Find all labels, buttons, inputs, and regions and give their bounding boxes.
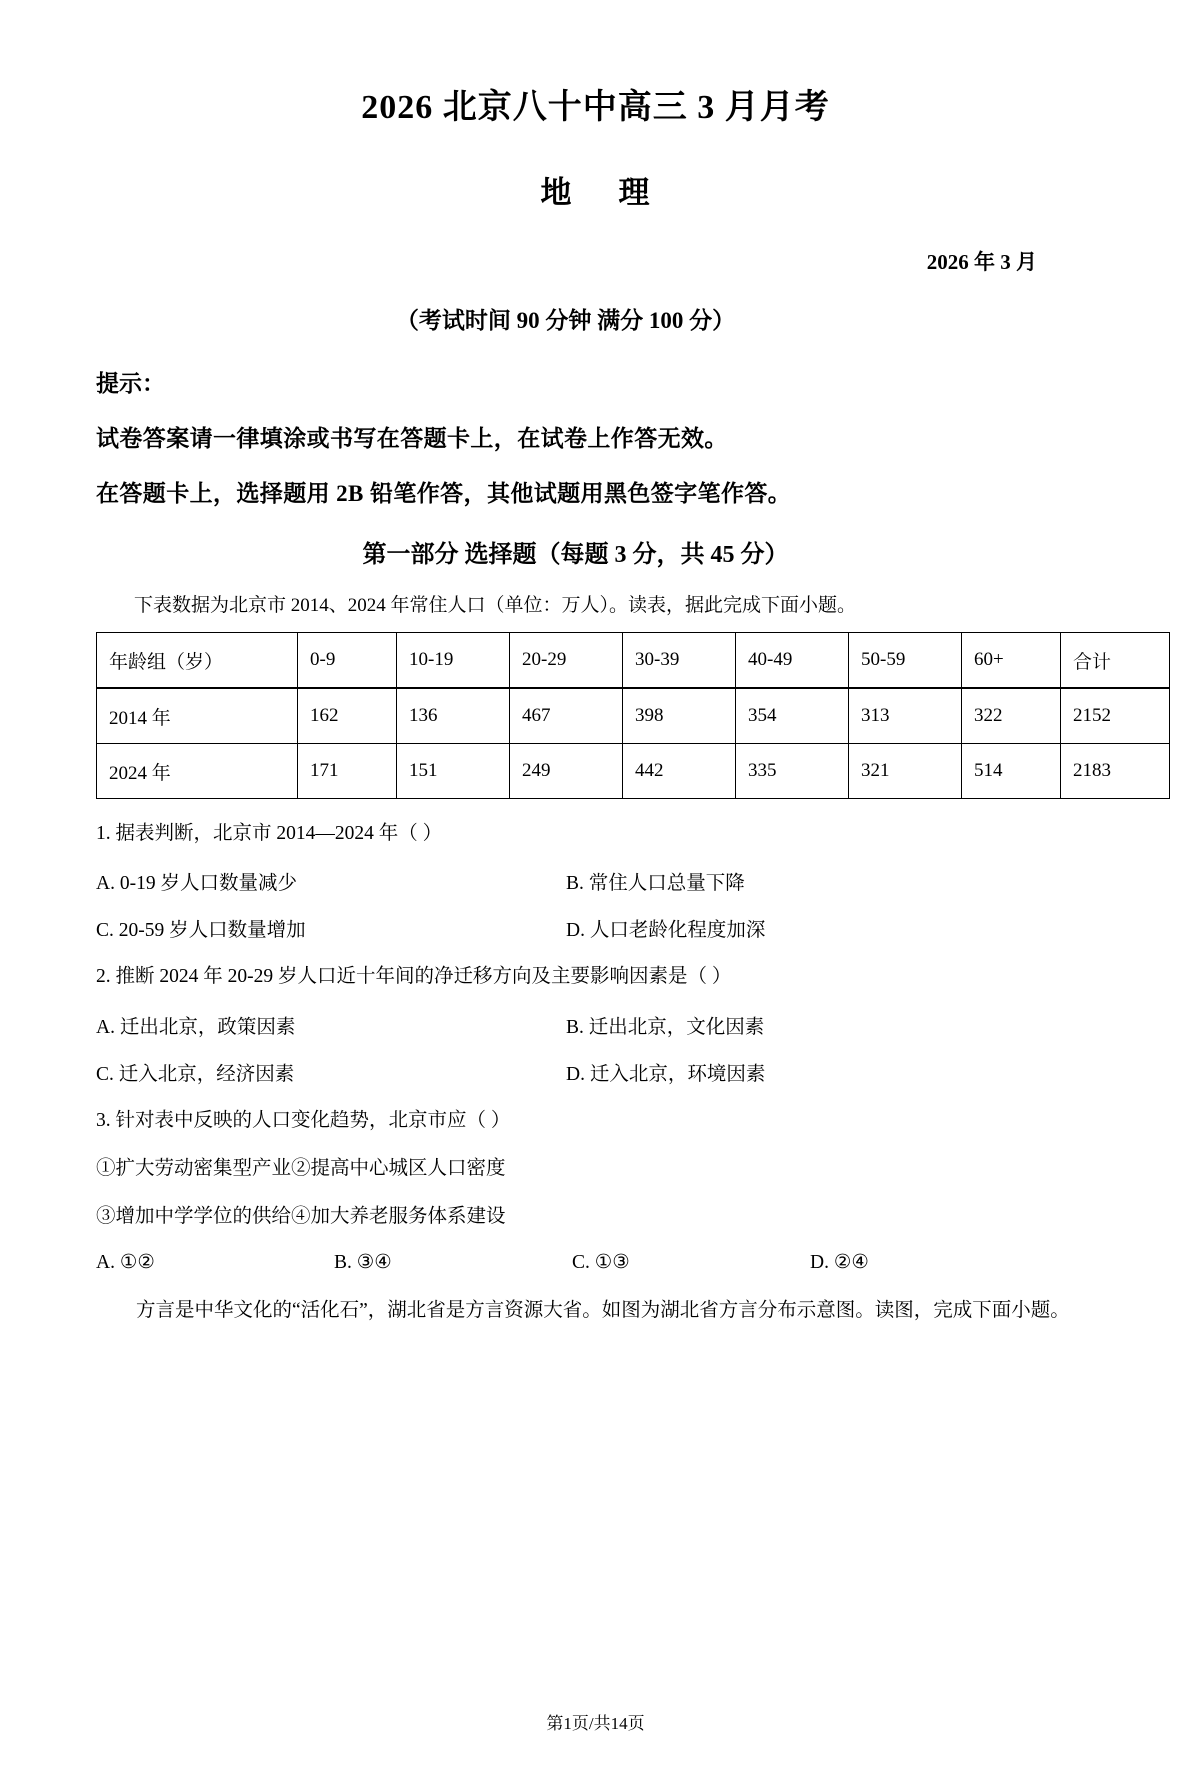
question-1-option-b[interactable]: B. 常住人口总量下降 (566, 873, 745, 895)
hint-line-1: 试卷答案请一律填涂或书写在答题卡上，在试卷上作答无效。 (96, 425, 728, 451)
question-3-options-row (96, 1250, 1095, 1274)
subject-heading (96, 167, 1095, 212)
question-3-option-d[interactable]: D. ②④ (810, 1252, 869, 1274)
question-1-options-row-1 (96, 867, 1095, 895)
subject-char-right: 理 (618, 174, 651, 210)
passage-1-intro: 下表数据为北京市 2014、2024 年常住人口（单位：万人）。读表，据此完成下面小题。 (134, 594, 857, 616)
table-cell: 354 (736, 688, 849, 744)
question-1-option-a[interactable]: A. 0-19 岁人口数量减少 (96, 873, 297, 895)
question-3-sub-line-1: ①扩大劳动密集型产业②提高中心城区人口密度 (96, 1157, 506, 1179)
question-2-option-a[interactable]: A. 迁出北京，政策因素 (96, 1016, 296, 1038)
question-2-stem: 2. 推断 2024 年 20-29 岁人口近十年间的净迁移方向及主要影响因素是（ ） (96, 966, 732, 988)
table-header-cell: 50-59 (849, 633, 962, 689)
table-row (97, 744, 1170, 799)
exam-page (0, 88, 1191, 1772)
question-3-sub-line-2: ③增加中学学位的供给④加大养老服务体系建设 (96, 1206, 506, 1228)
table-cell: 249 (510, 744, 623, 799)
question-3-option-c[interactable]: C. ①③ (572, 1252, 630, 1274)
question-3-option-a[interactable]: A. ①② (96, 1252, 155, 1274)
exam-duration-score: （考试时间 90 分钟 满分 100 分） (395, 307, 736, 333)
question-2-option-b[interactable]: B. 迁出北京，文化因素 (566, 1016, 765, 1038)
table-cell: 335 (736, 744, 849, 799)
hint-line-2: 在答题卡上，选择题用 2B 铅笔作答，其他试题用黑色签字笔作答。 (96, 480, 792, 506)
question-3-stem: 3. 针对表中反映的人口变化趋势，北京市应（ ） (96, 1109, 511, 1131)
question-3-option-b[interactable]: B. ③④ (334, 1252, 392, 1274)
table-cell: 136 (397, 688, 510, 744)
exam-date: 2026 年 3 月 (926, 249, 1037, 274)
table-row-label: 2014 年 (97, 688, 298, 744)
table-cell: 442 (623, 744, 736, 799)
table-row-label: 2024 年 (97, 744, 298, 799)
table-cell: 313 (849, 688, 962, 744)
table-cell: 151 (397, 744, 510, 799)
population-table (96, 632, 1170, 799)
table-header-cell: 40-49 (736, 633, 849, 689)
table-cell: 514 (962, 744, 1061, 799)
table-header-cell: 10-19 (397, 633, 510, 689)
question-1-option-d[interactable]: D. 人口老龄化程度加深 (566, 920, 766, 942)
table-cell: 162 (298, 688, 397, 744)
subject-char-left: 地 (540, 174, 573, 210)
table-header-cell: 合计 (1061, 633, 1170, 689)
table-cell: 322 (962, 688, 1061, 744)
table-cell: 171 (298, 744, 397, 799)
question-2-option-d[interactable]: D. 迁入北京，环境因素 (566, 1063, 766, 1085)
question-1-options-row-2 (96, 914, 1095, 942)
page-footer: 第1页/共14页 (546, 1714, 645, 1733)
table-header-row-label: 年龄组（岁） (97, 633, 298, 689)
table-header-cell: 60+ (962, 633, 1061, 689)
table-header-cell: 20-29 (510, 633, 623, 689)
table-cell: 2183 (1061, 744, 1170, 799)
table-row (97, 688, 1170, 744)
table-cell: 398 (623, 688, 736, 744)
question-1-stem: 1. 据表判断，北京市 2014—2024 年（ ） (96, 823, 443, 845)
question-2-options-row-1 (96, 1011, 1095, 1039)
table-header-row (97, 633, 1170, 689)
question-2-options-row-2 (96, 1058, 1095, 1086)
table-cell: 2152 (1061, 688, 1170, 744)
hint-label: 提示： (96, 370, 165, 396)
table-header-cell: 30-39 (623, 633, 736, 689)
table-cell: 321 (849, 744, 962, 799)
table-cell: 467 (510, 688, 623, 744)
question-2-option-c[interactable]: C. 迁入北京，经济因素 (96, 1063, 295, 1085)
question-1-option-c[interactable]: C. 20-59 岁人口数量增加 (96, 920, 306, 942)
passage-2-intro: 方言是中华文化的“活化石”，湖北省是方言资源大省。如图为湖北省方言分布示意图。读图，完成下面小题。 (136, 1300, 1070, 1322)
table-header-cell: 0-9 (298, 633, 397, 689)
part-one-heading: 第一部分 选择题（每题 3 分，共 45 分） (362, 541, 789, 568)
page-title: 2026 北京八十中高三 3 月月考 (361, 89, 830, 126)
